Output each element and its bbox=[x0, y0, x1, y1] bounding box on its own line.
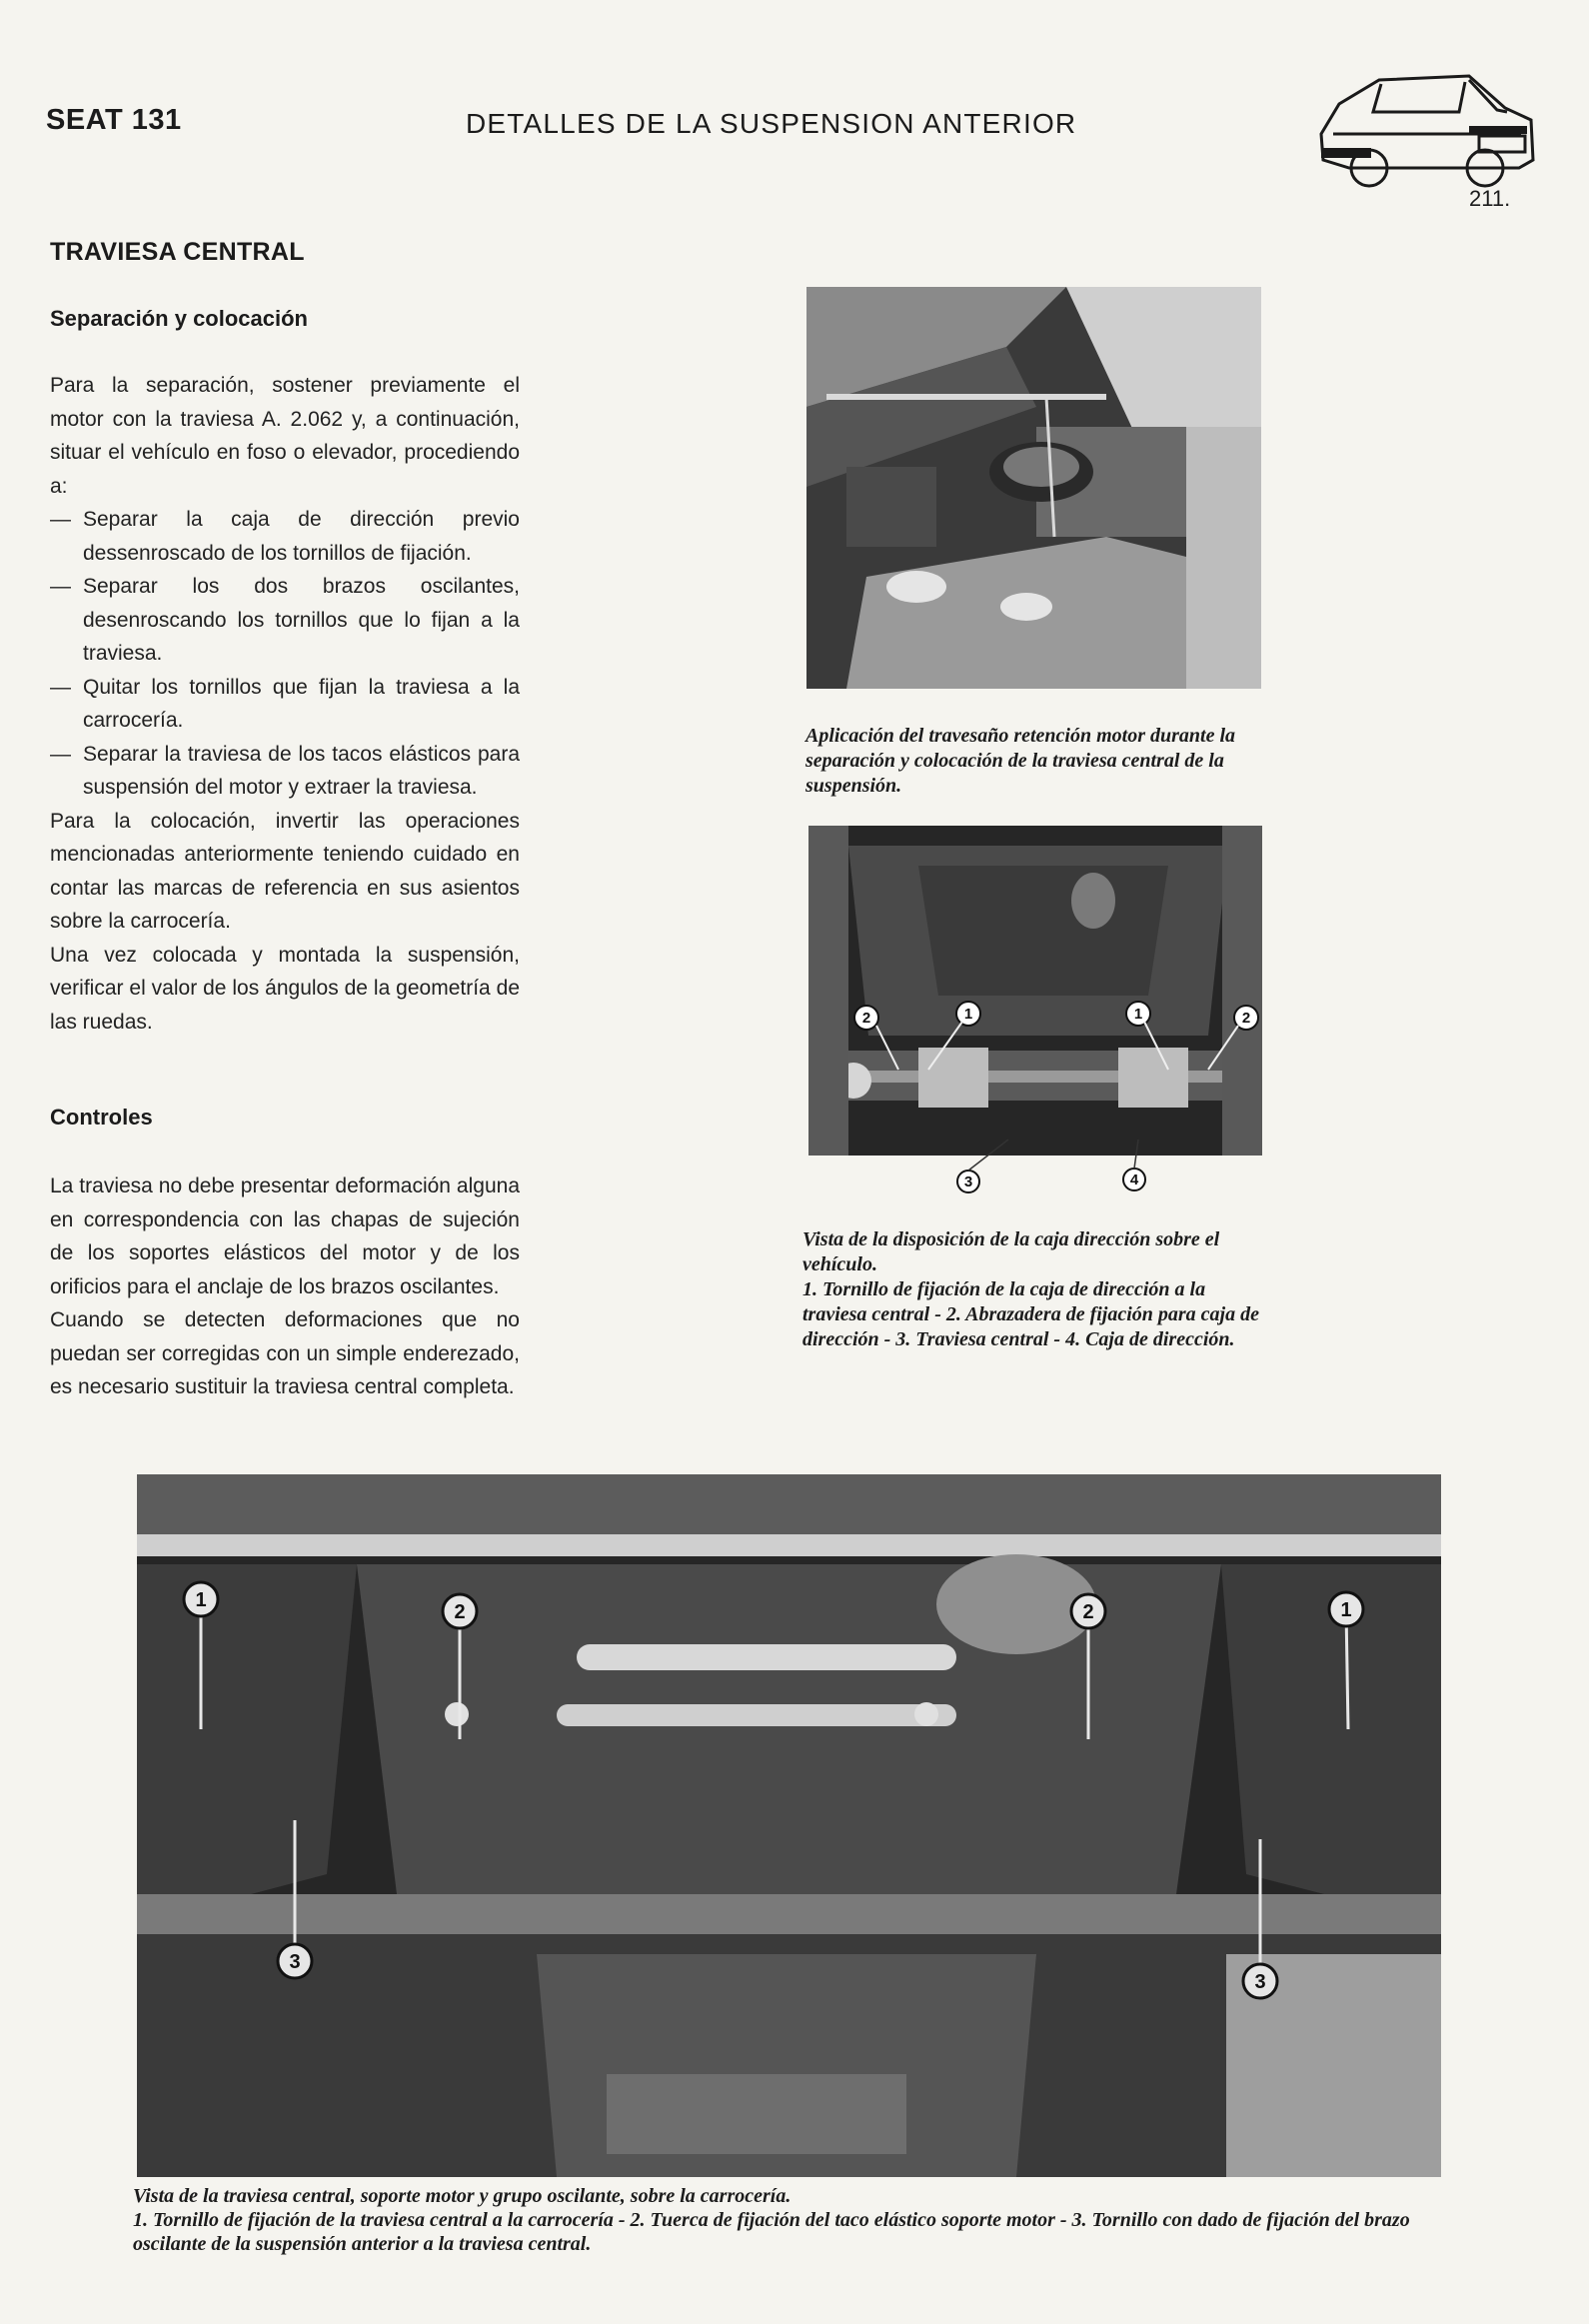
callout-label: 2 bbox=[1241, 1010, 1251, 1027]
callout-label: 2 bbox=[1082, 1601, 1094, 1623]
callout-label: 2 bbox=[861, 1010, 871, 1027]
paragraph-sustituir: Cuando se detecten deformaciones que no puedan ser corregidas con un simple enderezado, es necesario sustituir la traviesa central completa. bbox=[50, 1308, 520, 1398]
callout-label: 4 bbox=[1129, 1171, 1139, 1188]
step-item: — Separar la traviesa de los tacos elásticos para suspensión del motor y extraer la traviesa. bbox=[50, 738, 520, 805]
controls-body bbox=[50, 1169, 520, 1404]
figure3-caption-legend: 1. Tornillo de fijación de la traviesa central a la carrocería - 2. Tuerca de fijación del taco elástico soporte motor - 3. Tornillo con dado de fijación del brazo oscilante de la suspensión anterior a la traviesa central. bbox=[133, 2209, 1410, 2255]
step-item: — Quitar los tornillos que fijan la traviesa a la carrocería. bbox=[50, 671, 520, 738]
step-text: Separar la caja de dirección previo dessenroscado de los tornillos de fijación. bbox=[83, 508, 520, 565]
engine-bay-photo bbox=[806, 287, 1261, 689]
figure2-caption-legend: 1. Tornillo de fijación de la caja de dirección a la traviesa central - 2. Abrazadera de fijación para caja de dirección - 3. Traviesa central - 4. Caja de dirección. bbox=[802, 1278, 1259, 1350]
callout-label: 3 bbox=[963, 1173, 973, 1190]
figure3-caption bbox=[133, 2184, 1472, 2256]
paragraph-deformacion: La traviesa no debe presentar deformación alguna en correspondencia con las chapas de sujeción de los soportes elásticos del motor y de los orificios para el anclaje de los brazos oscilantes. bbox=[50, 1174, 520, 1298]
figure3-callouts bbox=[137, 1474, 1441, 2177]
document-brand: SEAT 131 bbox=[46, 104, 182, 136]
intro-paragraph: Para la separación, sostener previamente el motor con la traviesa A. 2.062 y, a continuación, situar el vehículo en foso o elevador, procediendo a: bbox=[50, 374, 520, 498]
figure2-caption bbox=[802, 1227, 1272, 1352]
paragraph-verificar: Una vez colocada y montada la suspensión, verificar el valor de los ángulos de la geometría de las ruedas. bbox=[50, 943, 520, 1034]
callout-label: 3 bbox=[1254, 1971, 1266, 1993]
callout-label: 1 bbox=[963, 1006, 973, 1023]
callout-label: 3 bbox=[289, 1951, 301, 1973]
subheading-controles: Controles bbox=[50, 1105, 153, 1130]
step-text: Separar la traviesa de los tacos elásticos para suspensión del motor y extraer la traviesa. bbox=[83, 742, 520, 799]
step-item: — Separar la caja de dirección previo dessenroscado de los tornillos de fijación. bbox=[50, 503, 520, 570]
paragraph-colocacion: Para la colocación, invertir las operaciones mencionadas anteriormente teniendo cuidado en contar las marcas de referencia en sus asientos sobre la carrocería. bbox=[50, 809, 520, 933]
subheading-separacion: Separación y colocación bbox=[50, 306, 308, 331]
figure2-caption-title: Vista de la disposición de la caja dirección sobre el vehículo. bbox=[802, 1228, 1220, 1275]
figure1-caption: Aplicación del travesaño retención motor durante la separación y colocación de la traviesa central de la suspensión. bbox=[805, 725, 1236, 797]
page-number: 211. bbox=[1469, 186, 1511, 211]
callout-label: 1 bbox=[1133, 1006, 1143, 1023]
car-icon bbox=[1309, 64, 1541, 196]
callout-label: 1 bbox=[1340, 1599, 1352, 1621]
section-title: TRAVIESA CENTRAL bbox=[50, 238, 305, 266]
callout-label: 1 bbox=[195, 1589, 207, 1611]
step-item: — Separar los dos brazos oscilantes, desenroscando los tornillos que lo fijan a la traviesa. bbox=[50, 570, 520, 671]
callout-label: 2 bbox=[454, 1601, 466, 1623]
figure3-caption-title: Vista de la traviesa central, soporte motor y grupo oscilante, sobre la carrocería. bbox=[133, 2185, 792, 2207]
step-text: Quitar los tornillos que fijan la traviesa a la carrocería. bbox=[83, 675, 520, 732]
page-title: DETALLES DE LA SUSPENSION ANTERIOR bbox=[466, 108, 1077, 139]
separation-body bbox=[50, 369, 520, 1039]
step-text: Separar los dos brazos oscilantes, desenroscando los tornillos que lo fijan a la traviesa. bbox=[83, 575, 520, 665]
figure2-callouts bbox=[808, 990, 1262, 1199]
